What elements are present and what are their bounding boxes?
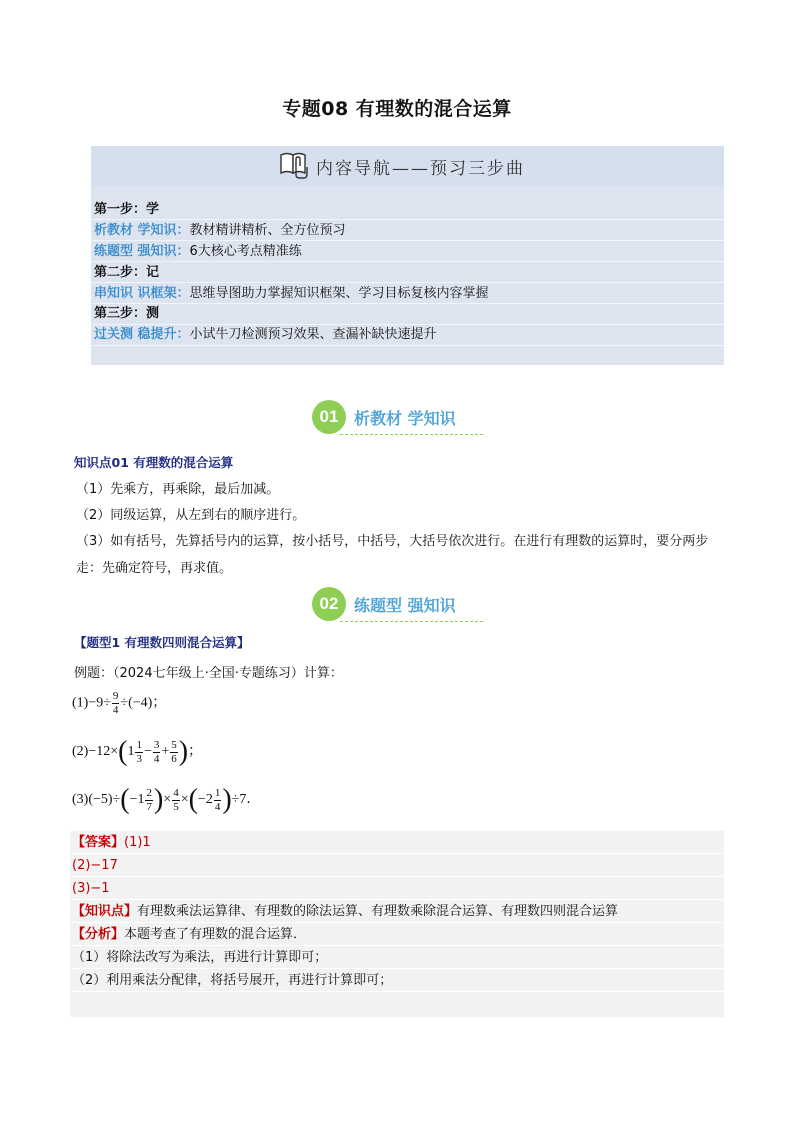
fraction xyxy=(172,787,180,814)
mixed-whole: −2 xyxy=(197,792,213,808)
analysis-step-2: （2）利用乘法分配律，将括号展开，再进行计算即可； xyxy=(72,973,393,988)
open-book-hand-icon xyxy=(278,149,310,183)
analysis-step-1: （1）将除法改写为乘法，再进行计算即可； xyxy=(72,950,328,965)
numerator: 5 xyxy=(171,738,177,751)
numerator: 9 xyxy=(112,690,119,702)
knowledge-paragraph-3: （3）如有括号，先算括号内的运算，按小括号，中括号，大括号依次进行。在进行有理数的运算时，要分两步 xyxy=(76,534,709,549)
left-paren: ( xyxy=(188,784,198,815)
math-text: ； xyxy=(188,744,203,760)
denominator: 6 xyxy=(171,752,177,765)
math-expression-3 xyxy=(72,786,260,814)
denominator: 4 xyxy=(214,800,221,813)
math-expression-2 xyxy=(72,738,202,766)
navigation-heading xyxy=(278,148,525,184)
analysis-tag: 【分析】 xyxy=(72,927,125,942)
answer-divider xyxy=(70,899,724,900)
analysis-line xyxy=(72,924,306,946)
fraction xyxy=(135,739,143,766)
fraction xyxy=(153,739,161,766)
denominator: 5 xyxy=(173,800,179,813)
section-underline xyxy=(340,434,483,435)
knowledge-paragraph-2: （2）同级运算，从左到右的顺序进行。 xyxy=(76,508,306,523)
right-paren: ) xyxy=(178,736,189,767)
left-paren: ( xyxy=(120,784,130,815)
page-title: 专题08 有理数的混合运算 xyxy=(282,98,512,120)
section-underline xyxy=(340,621,483,622)
nav-step-2: 第二步：记 xyxy=(94,265,160,280)
fraction xyxy=(145,787,153,814)
answer-divider xyxy=(70,853,724,854)
answer-line-3: (3)−1 xyxy=(72,881,110,896)
fraction xyxy=(170,739,178,766)
row-divider xyxy=(91,345,724,346)
nav-row-label: 析教材 学知识： xyxy=(94,223,190,238)
nav-row-test xyxy=(94,325,437,345)
left-paren: ( xyxy=(118,736,128,767)
nav-row-label: 过关测 稳提升： xyxy=(94,327,190,342)
denominator: 4 xyxy=(112,704,119,716)
numerator: 3 xyxy=(153,738,160,751)
nav-step-1: 第一步：学 xyxy=(94,202,160,217)
nav-row-text: 教材精讲精析、全方位预习 xyxy=(189,223,346,238)
answer-tag: 【答案】 xyxy=(72,835,125,850)
navigation-heading-text: 内容导航——预习三步曲 xyxy=(316,158,525,179)
knowledge-point-line xyxy=(72,901,618,923)
math-text: (1)−9÷ xyxy=(72,695,111,711)
row-divider xyxy=(91,282,724,283)
nav-row-label: 练题型 强知识： xyxy=(94,244,190,259)
numerator: 4 xyxy=(173,786,179,799)
nav-row-textbook xyxy=(94,221,346,241)
knowledge-paragraph-1: （1）先乘方，再乘除，最后加减。 xyxy=(76,482,280,497)
right-paren: ) xyxy=(153,784,164,815)
row-divider xyxy=(91,219,724,220)
example-intro: 例题：（2024七年级上·全国·专题练习）计算： xyxy=(74,666,343,681)
math-text: ÷7． xyxy=(231,792,261,808)
answer-line-2: (2)−17 xyxy=(72,858,118,873)
denominator: 4 xyxy=(153,752,160,765)
nav-row-label: 串知识 识框架： xyxy=(94,286,190,301)
section-number-badge: 01 xyxy=(312,400,346,434)
section-label: 析教材 学知识 xyxy=(354,408,456,428)
nav-row-text: 小试牛刀检测预习效果、查漏补缺快速提升 xyxy=(189,327,437,342)
operator: + xyxy=(161,744,170,760)
section-label: 练题型 强知识 xyxy=(354,595,456,615)
numerator: 2 xyxy=(146,786,152,799)
numerator: 1 xyxy=(136,738,142,751)
fraction xyxy=(112,690,120,717)
math-text: (2)−12× xyxy=(72,744,119,760)
mixed-whole: −1 xyxy=(129,792,145,808)
math-expression-1 xyxy=(72,690,166,717)
knowledge-tag: 【知识点】 xyxy=(72,904,138,919)
mixed-whole: 1 xyxy=(127,744,135,760)
analysis-text: 本题考查了有理数的混合运算． xyxy=(124,927,307,942)
operator: − xyxy=(143,744,152,760)
fraction xyxy=(214,787,222,814)
section-number-badge: 02 xyxy=(312,587,346,621)
numerator: 1 xyxy=(214,786,221,799)
operator: × xyxy=(180,792,189,808)
knowledge-point-title: 知识点01 有理数的混合运算 xyxy=(74,455,234,470)
section-header-1 xyxy=(312,399,456,435)
nav-row-text: 思维导图助力掌握知识框架、学习目标复核内容掌握 xyxy=(189,286,489,301)
question-type-title: 【题型1 有理数四则混合运算】 xyxy=(74,635,250,650)
nav-step-3: 第三步：测 xyxy=(94,306,160,321)
denominator: 3 xyxy=(136,752,142,765)
operator: × xyxy=(163,792,172,808)
knowledge-text: 有理数乘法运算律、有理数的除法运算、有理数乘除混合运算、有理数四则混合运算 xyxy=(137,904,619,919)
math-text: ÷(−4)； xyxy=(120,695,167,711)
knowledge-paragraph-3-cont: 走：先确定符号，再求值。 xyxy=(76,561,233,576)
nav-row-text: 6大核心考点精准练 xyxy=(189,244,302,259)
right-paren: ) xyxy=(222,784,232,815)
denominator: 7 xyxy=(146,800,152,813)
answer-value: (1)1 xyxy=(124,835,151,850)
math-text: (3)(−5)÷ xyxy=(72,792,121,808)
section-header-2 xyxy=(312,586,456,622)
nav-row-practice xyxy=(94,242,302,262)
nav-row-framework xyxy=(94,284,489,304)
answer-divider xyxy=(70,876,724,877)
answer-line-1 xyxy=(72,832,151,854)
